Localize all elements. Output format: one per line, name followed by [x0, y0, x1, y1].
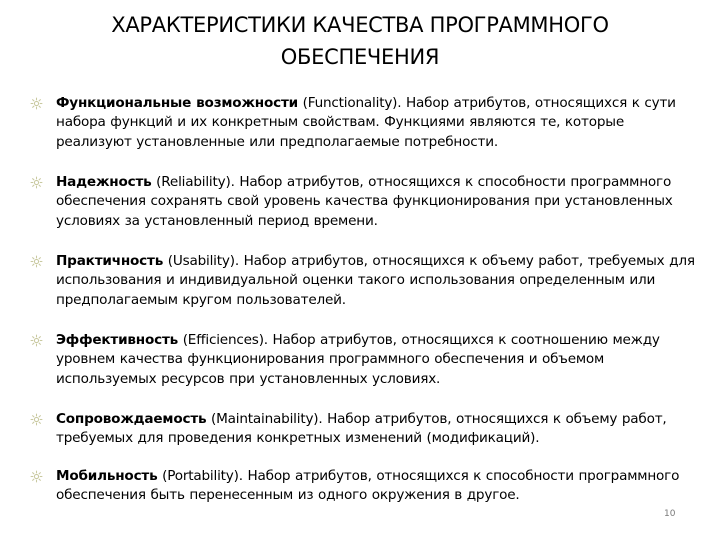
item-term: Функциональные возможности [56, 95, 298, 111]
sun-bullet-icon [30, 176, 43, 189]
item-term: Сопровождаемость [56, 411, 207, 427]
item-term: Надежность [56, 174, 152, 190]
sun-bullet-icon [30, 97, 43, 110]
item-text: (Portability). Набор атрибутов, относящихся к способности программного обеспечения быть перенесенным из одного окружения в другое. [56, 468, 680, 504]
item-term: Практичность [56, 253, 164, 269]
list-item [56, 252, 704, 310]
sun-bullet-icon [30, 413, 43, 426]
sun-bullet-icon [30, 470, 43, 483]
item-text: (Functionality). Набор атрибутов, относящихся к сути набора функций и их конкретным свойствам. Функциями являются те, которые реализуют установленные или предполагаемые потребности. [56, 95, 676, 150]
title-line-2: ОБЕСПЕЧЕНИЯ [280, 45, 440, 69]
list-item [56, 94, 704, 152]
list-item [56, 410, 704, 449]
item-text: (Usability). Набор атрибутов, относящихся к объему работ, требуемых для использования и индивидуальной оценки такого использования определенным или предполагаемым кругом пользователей. [56, 253, 695, 308]
list-item [56, 173, 704, 231]
item-term: Мобильность [56, 468, 158, 484]
item-text: (Efficiences). Набор атрибутов, относящихся к соотношению между уровнем качества функционирования программного обеспечения и объемом используемых ресурсов при установленных условиях. [56, 332, 660, 387]
sun-bullet-icon [30, 334, 43, 347]
list-item [56, 467, 704, 506]
page-number: 10 [664, 509, 676, 519]
list-item [56, 331, 704, 389]
title-line-1: ХАРАКТЕРИСТИКИ КАЧЕСТВА ПРОГРАММНОГО [111, 13, 609, 37]
sun-bullet-icon [30, 255, 43, 268]
item-text: (Maintainability). Набор атрибутов, относящихся к объему работ, требуемых для проведения конкретных изменений (модификаций). [56, 411, 667, 447]
item-term: Эффективность [56, 332, 179, 348]
item-text: (Reliability). Набор атрибутов, относящихся к способности программного обеспечения сохранять свой уровень качества функционирования при установленных условиях за установленный период времени. [56, 174, 673, 229]
